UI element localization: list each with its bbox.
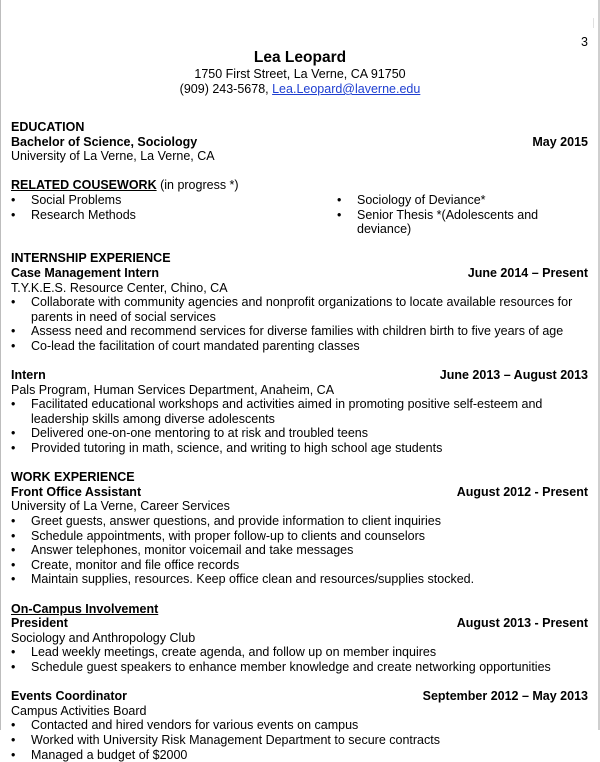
school: University of La Verne, La Verne, CA <box>11 149 215 164</box>
job-bullet: • Facilitated educational workshops and activities aimed in promoting positive self-esteem and leadership skills among diverse adolescents <box>11 397 588 426</box>
role-date: August 2013 - Present <box>456 616 588 631</box>
degree: Bachelor of Science, Sociology <box>11 134 198 149</box>
coursework-heading <box>11 178 588 193</box>
role-title: President <box>11 616 68 631</box>
job-title-row <box>11 266 588 281</box>
job-org: Pals Program, Human Services Department, Anaheim, CA <box>11 382 335 397</box>
phone: (909) 243-5678, <box>179 82 269 96</box>
course-item: • Senior Thesis *(Adolescents and deviance) <box>337 208 588 237</box>
degree-date: May 2015 <box>532 134 588 149</box>
job-date: June 2013 – August 2013 <box>439 368 588 383</box>
course-item: • Sociology of Deviance* <box>337 193 588 208</box>
role-bullet: • Schedule guest speakers to enhance member knowledge and create networking opportunities <box>11 660 588 675</box>
role-bullet: • Managed a budget of $2000 <box>11 748 588 762</box>
job-bullets <box>11 514 588 587</box>
resume-header <box>0 49 600 97</box>
role-date: September 2012 – May 2013 <box>422 689 588 704</box>
job-bullet: • Provided tutoring in math, science, and writing to high school age students <box>11 441 588 456</box>
job-bullet: • Assess need and recommend services for diverse families with children birth to five years of age <box>11 324 588 339</box>
email-link[interactable]: Lea.Leopard@laverne.edu <box>272 82 421 96</box>
role-org: Sociology and Anthropology Club <box>11 630 196 645</box>
coursework-title: RELATED COUSEWORK <box>11 178 157 193</box>
job-bullet: • Co-lead the facilitation of court mandated parenting classes <box>11 339 588 354</box>
job-bullet: • Answer telephones, monitor voicemail and take messages <box>11 543 588 558</box>
course-item: • Social Problems <box>11 193 337 208</box>
role-bullet: • Contacted and hired vendors for various events on campus <box>11 718 588 733</box>
address: 1750 First Street, La Verne, CA 91750 <box>194 67 406 81</box>
role-org: Campus Activities Board <box>11 703 147 718</box>
contact-line <box>0 82 600 97</box>
role-bullets <box>11 718 588 762</box>
job-bullet: • Greet guests, answer questions, and provide information to client inquiries <box>11 514 588 529</box>
coursework-list <box>11 193 588 237</box>
course-item: • Research Methods <box>11 208 337 223</box>
role-title-row <box>11 689 588 704</box>
job-date: June 2014 – Present <box>467 265 588 280</box>
job-bullet: • Collaborate with community agencies and nonprofit organizations to locate available resources for parents in need of social services <box>11 295 588 324</box>
internship-heading: INTERNSHIP EXPERIENCE <box>11 251 171 266</box>
job-title-row <box>11 368 588 383</box>
page-corner-mark <box>593 18 594 28</box>
page-border-left <box>0 0 1 730</box>
role-bullet: • Lead weekly meetings, create agenda, and follow up on member inquires <box>11 645 588 660</box>
campus-heading: On-Campus Involvement <box>11 601 159 616</box>
job-bullet: • Schedule appointments, with proper follow-up to clients and counselors <box>11 529 588 544</box>
job-title: Intern <box>11 368 46 383</box>
applicant-name: Lea Leopard <box>253 49 347 66</box>
role-bullets <box>11 645 588 674</box>
role-title-row <box>11 616 588 631</box>
job-date: August 2012 - Present <box>456 484 588 499</box>
resume-body <box>11 120 588 762</box>
job-bullet: • Create, monitor and file office records <box>11 558 588 573</box>
job-title-row <box>11 485 588 500</box>
work-heading: WORK EXPERIENCE <box>11 470 135 485</box>
job-bullet: • Maintain supplies, resources. Keep office clean and resources/supplies stocked. <box>11 572 588 587</box>
role-bullet: • Worked with University Risk Management Department to secure contracts <box>11 733 588 748</box>
job-bullet: • Delivered one-on-one mentoring to at risk and troubled teens <box>11 426 588 441</box>
role-title: Events Coordinator <box>11 689 127 704</box>
job-bullets <box>11 295 588 353</box>
page-number: 3 <box>581 35 588 49</box>
job-title: Front Office Assistant <box>11 484 142 499</box>
education-degree-row <box>11 135 588 150</box>
job-org: University of La Verne, Career Services <box>11 499 230 514</box>
job-bullets <box>11 397 588 455</box>
job-title: Case Management Intern <box>11 265 159 280</box>
job-org: T.Y.K.E.S. Resource Center, Chino, CA <box>11 280 228 295</box>
coursework-note: (in progress *) <box>156 178 239 193</box>
education-heading: EDUCATION <box>11 120 85 134</box>
